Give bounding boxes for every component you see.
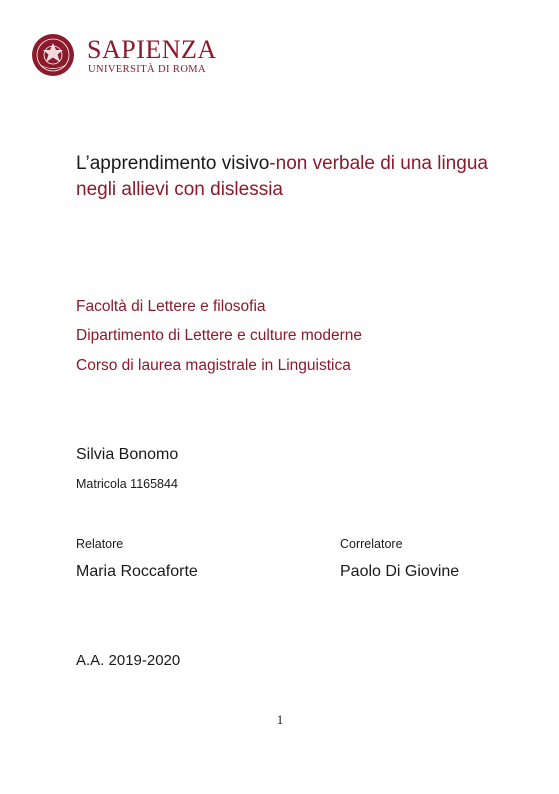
faculty: Facoltà di Lettere e filosofia — [76, 298, 266, 315]
relatore-label: Relatore — [76, 537, 124, 551]
correlatore-label: Correlatore — [340, 537, 403, 551]
course: Corso di laurea magistrale in Linguistica — [76, 357, 351, 374]
university-name: SAPIENZA — [87, 35, 217, 64]
relatore-name: Maria Roccaforte — [76, 563, 198, 580]
sapienza-seal-icon — [31, 32, 75, 78]
correlatore-name: Paolo Di Giovine — [340, 563, 460, 580]
university-logo — [31, 32, 217, 82]
thesis-title — [76, 151, 516, 203]
student-matricola: Matricola 1165844 — [76, 477, 178, 491]
student-name: Silvia Bonomo — [76, 446, 179, 463]
page-number: 1 — [276, 712, 284, 727]
university-subtitle: UNIVERSITÀ DI ROMA — [88, 64, 207, 75]
thesis-title-part2: -non verbale di una lingua negli allievi con dislessia — [76, 153, 488, 200]
academic-year: A.A. 2019-2020 — [76, 652, 181, 669]
thesis-title-part1: L’apprendimento visivo — [76, 153, 270, 174]
department: Dipartimento di Lettere e culture moderne — [76, 327, 363, 344]
